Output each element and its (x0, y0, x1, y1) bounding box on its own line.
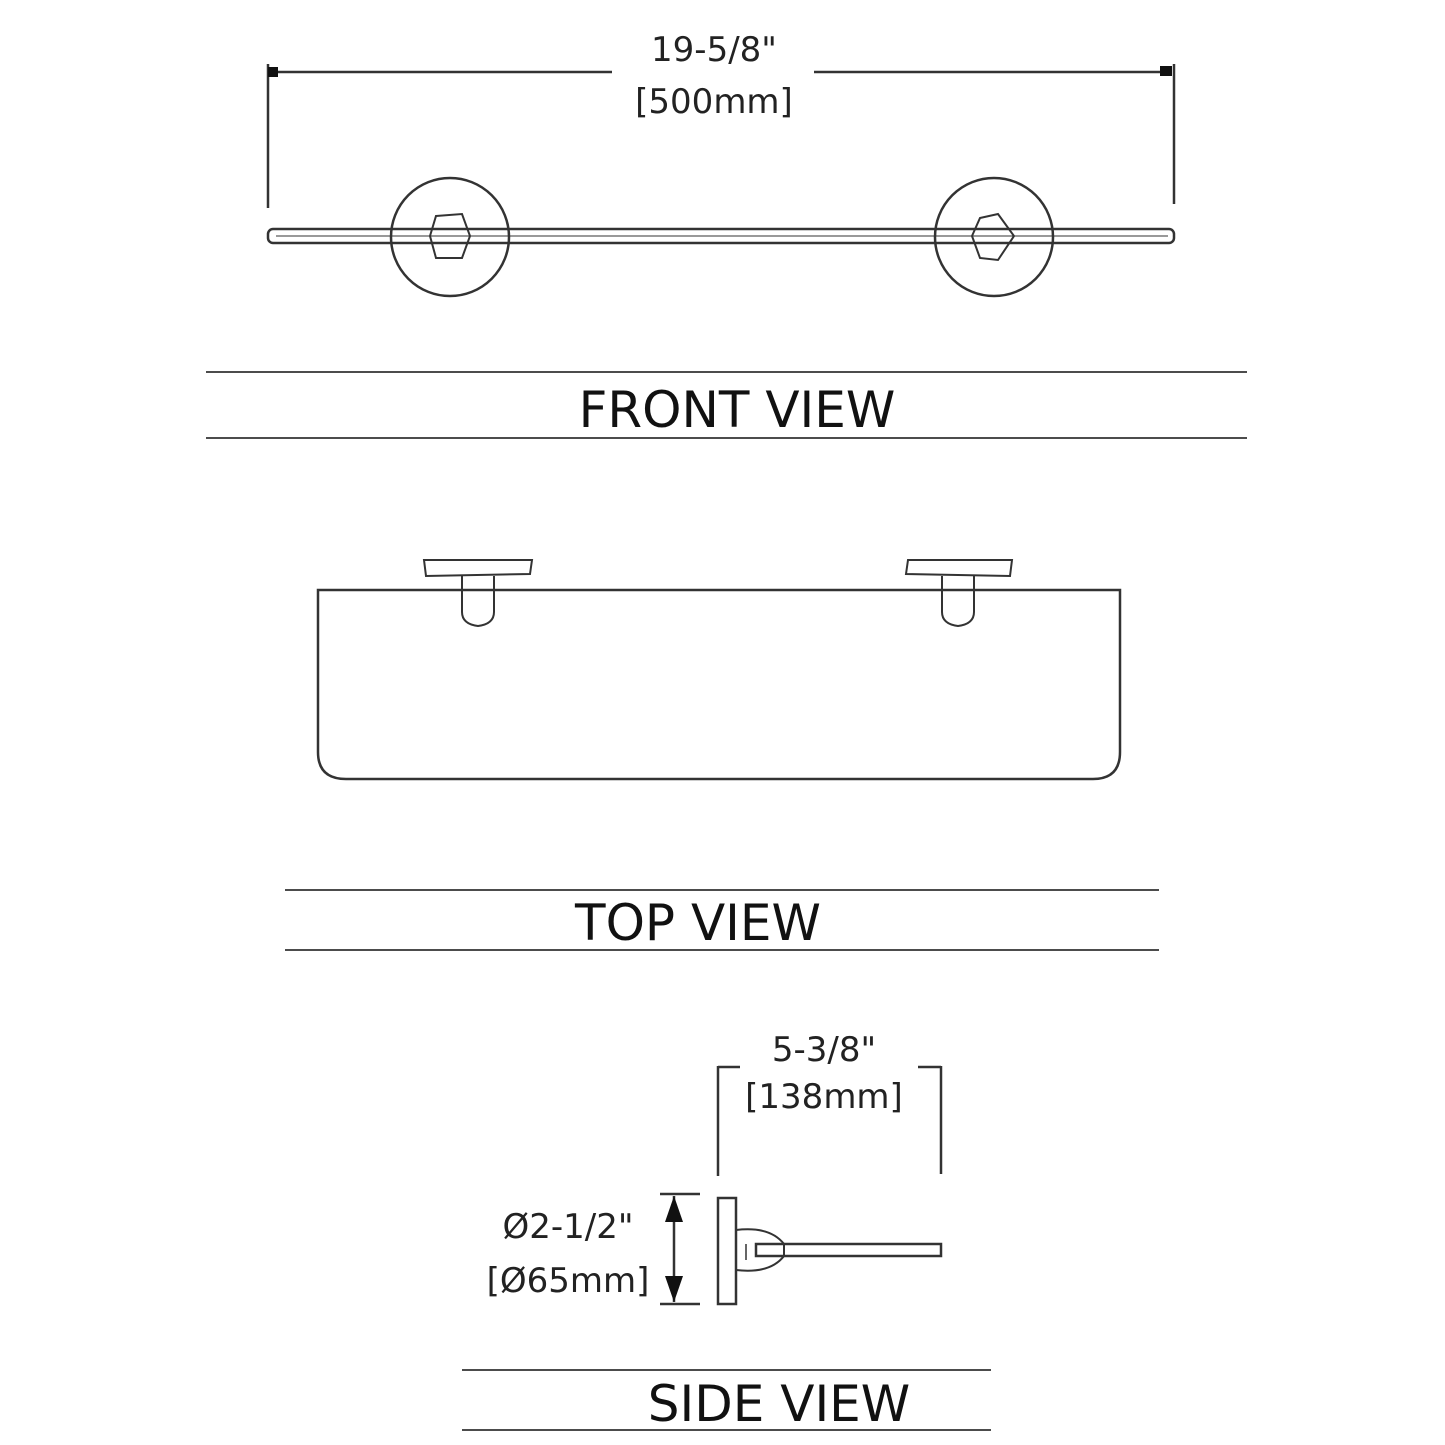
side-bracket-profile (718, 1198, 784, 1304)
side-diameter-metric: [Ø65mm] (486, 1261, 650, 1301)
front-view (206, 30, 1247, 439)
side-view (462, 1030, 991, 1433)
side-diameter-imperial: Ø2-1/2" (502, 1207, 634, 1247)
front-glass-shelf (268, 229, 1174, 243)
front-right-bracket (935, 178, 1053, 296)
top-view (285, 560, 1159, 952)
arrow-up-icon (665, 1196, 683, 1222)
side-diameter-dimension-line (660, 1194, 700, 1304)
front-view-title: FRONT VIEW (578, 381, 896, 439)
top-left-bracket (424, 560, 532, 626)
side-depth-metric: [138mm] (745, 1077, 903, 1117)
top-view-title: TOP VIEW (575, 894, 821, 952)
arrow-down-icon (665, 1276, 683, 1302)
side-depth-imperial: 5-3/8" (771, 1030, 877, 1070)
front-width-metric: [500mm] (635, 82, 793, 122)
side-view-title: SIDE VIEW (647, 1375, 911, 1433)
front-width-imperial: 19-5/8" (651, 30, 777, 70)
front-left-bracket (391, 178, 509, 296)
top-right-bracket (906, 560, 1012, 626)
top-glass-shelf (318, 590, 1120, 779)
